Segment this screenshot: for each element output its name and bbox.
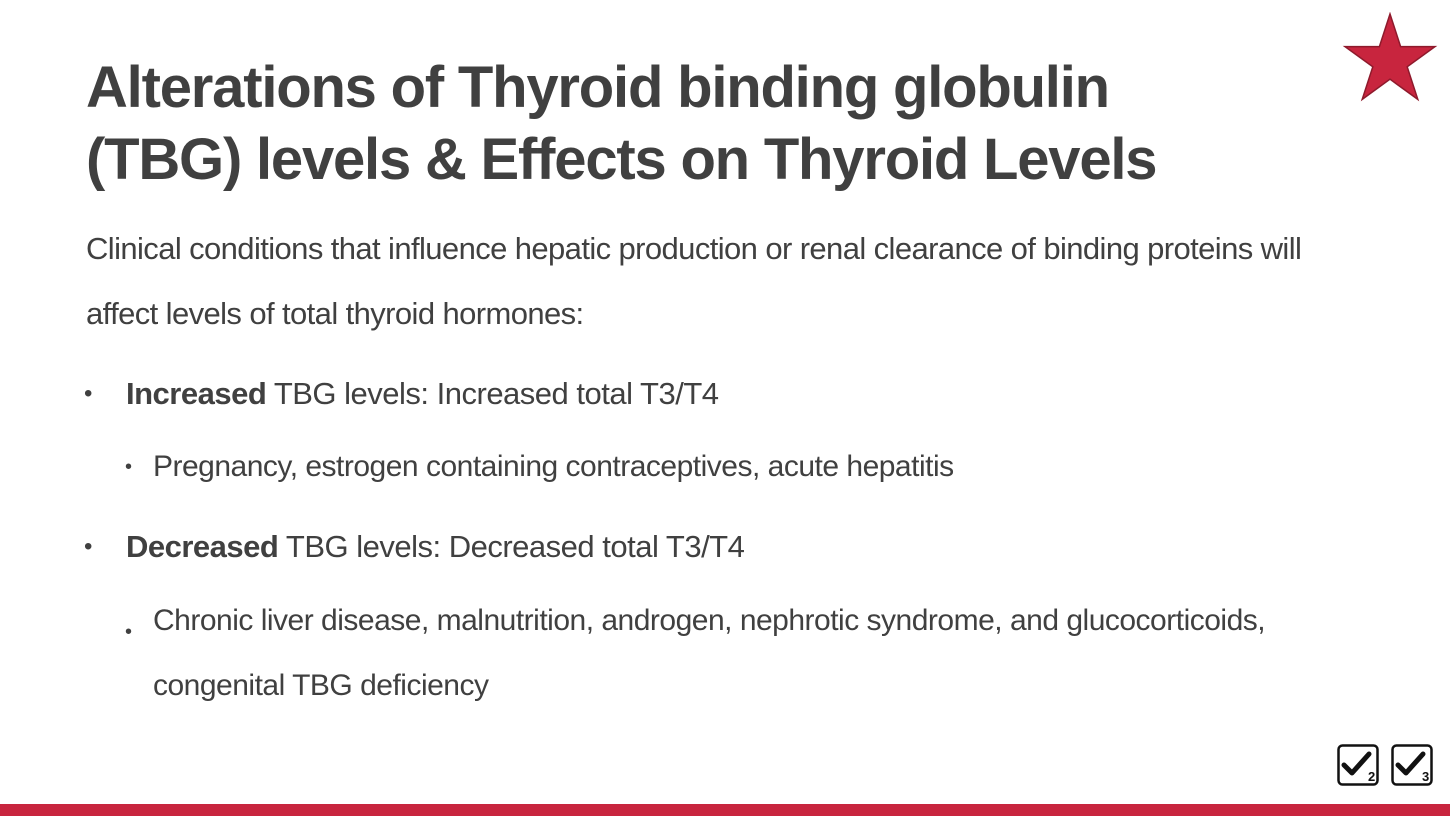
checkbox-2[interactable]	[1337, 744, 1379, 786]
star-icon	[1342, 12, 1438, 104]
slide-title	[86, 52, 1286, 196]
sub-bullet-increased-text: Pregnancy, estrogen containing contraceptives, acute hepatitis	[153, 450, 954, 483]
slide-title-line1: Alterations of Thyroid binding globulin	[86, 55, 1109, 120]
checkbox-number: 2	[1368, 769, 1376, 784]
checkbox-number: 3	[1422, 769, 1430, 784]
star-shape	[1345, 14, 1435, 99]
sub-bullet-marker: •	[125, 456, 132, 478]
slide-title-line2: (TBG) levels & Effects on Thyroid Levels	[86, 127, 1157, 192]
bullet-increased	[84, 374, 719, 414]
bullet-decreased-text: TBG levels: Decreased total T3/T4	[278, 529, 745, 564]
bullet-decreased	[84, 527, 745, 567]
sub-bullet-marker: •	[125, 621, 132, 643]
sub-bullet-increased	[125, 447, 954, 487]
bullet-decreased-bold: Decreased	[126, 529, 279, 564]
bullet-marker: •	[84, 533, 92, 560]
sub-bullet-decreased-text: Chronic liver disease, malnutrition, androgen, nephrotic syndrome, and glucocorticoids, congenital TBG deficiency	[153, 604, 1266, 702]
bottom-accent-bar	[0, 804, 1450, 816]
sub-bullet-decreased	[125, 588, 1273, 718]
bullet-increased-bold: Increased	[126, 376, 267, 411]
checkbox-3[interactable]	[1391, 744, 1433, 786]
bullet-increased-text: TBG levels: Increased total T3/T4	[266, 376, 719, 411]
bullet-marker: •	[84, 380, 92, 407]
intro-paragraph: Clinical conditions that influence hepatic production or renal clearance of binding proteins will affect levels of total thyroid hormones:	[86, 231, 1302, 331]
